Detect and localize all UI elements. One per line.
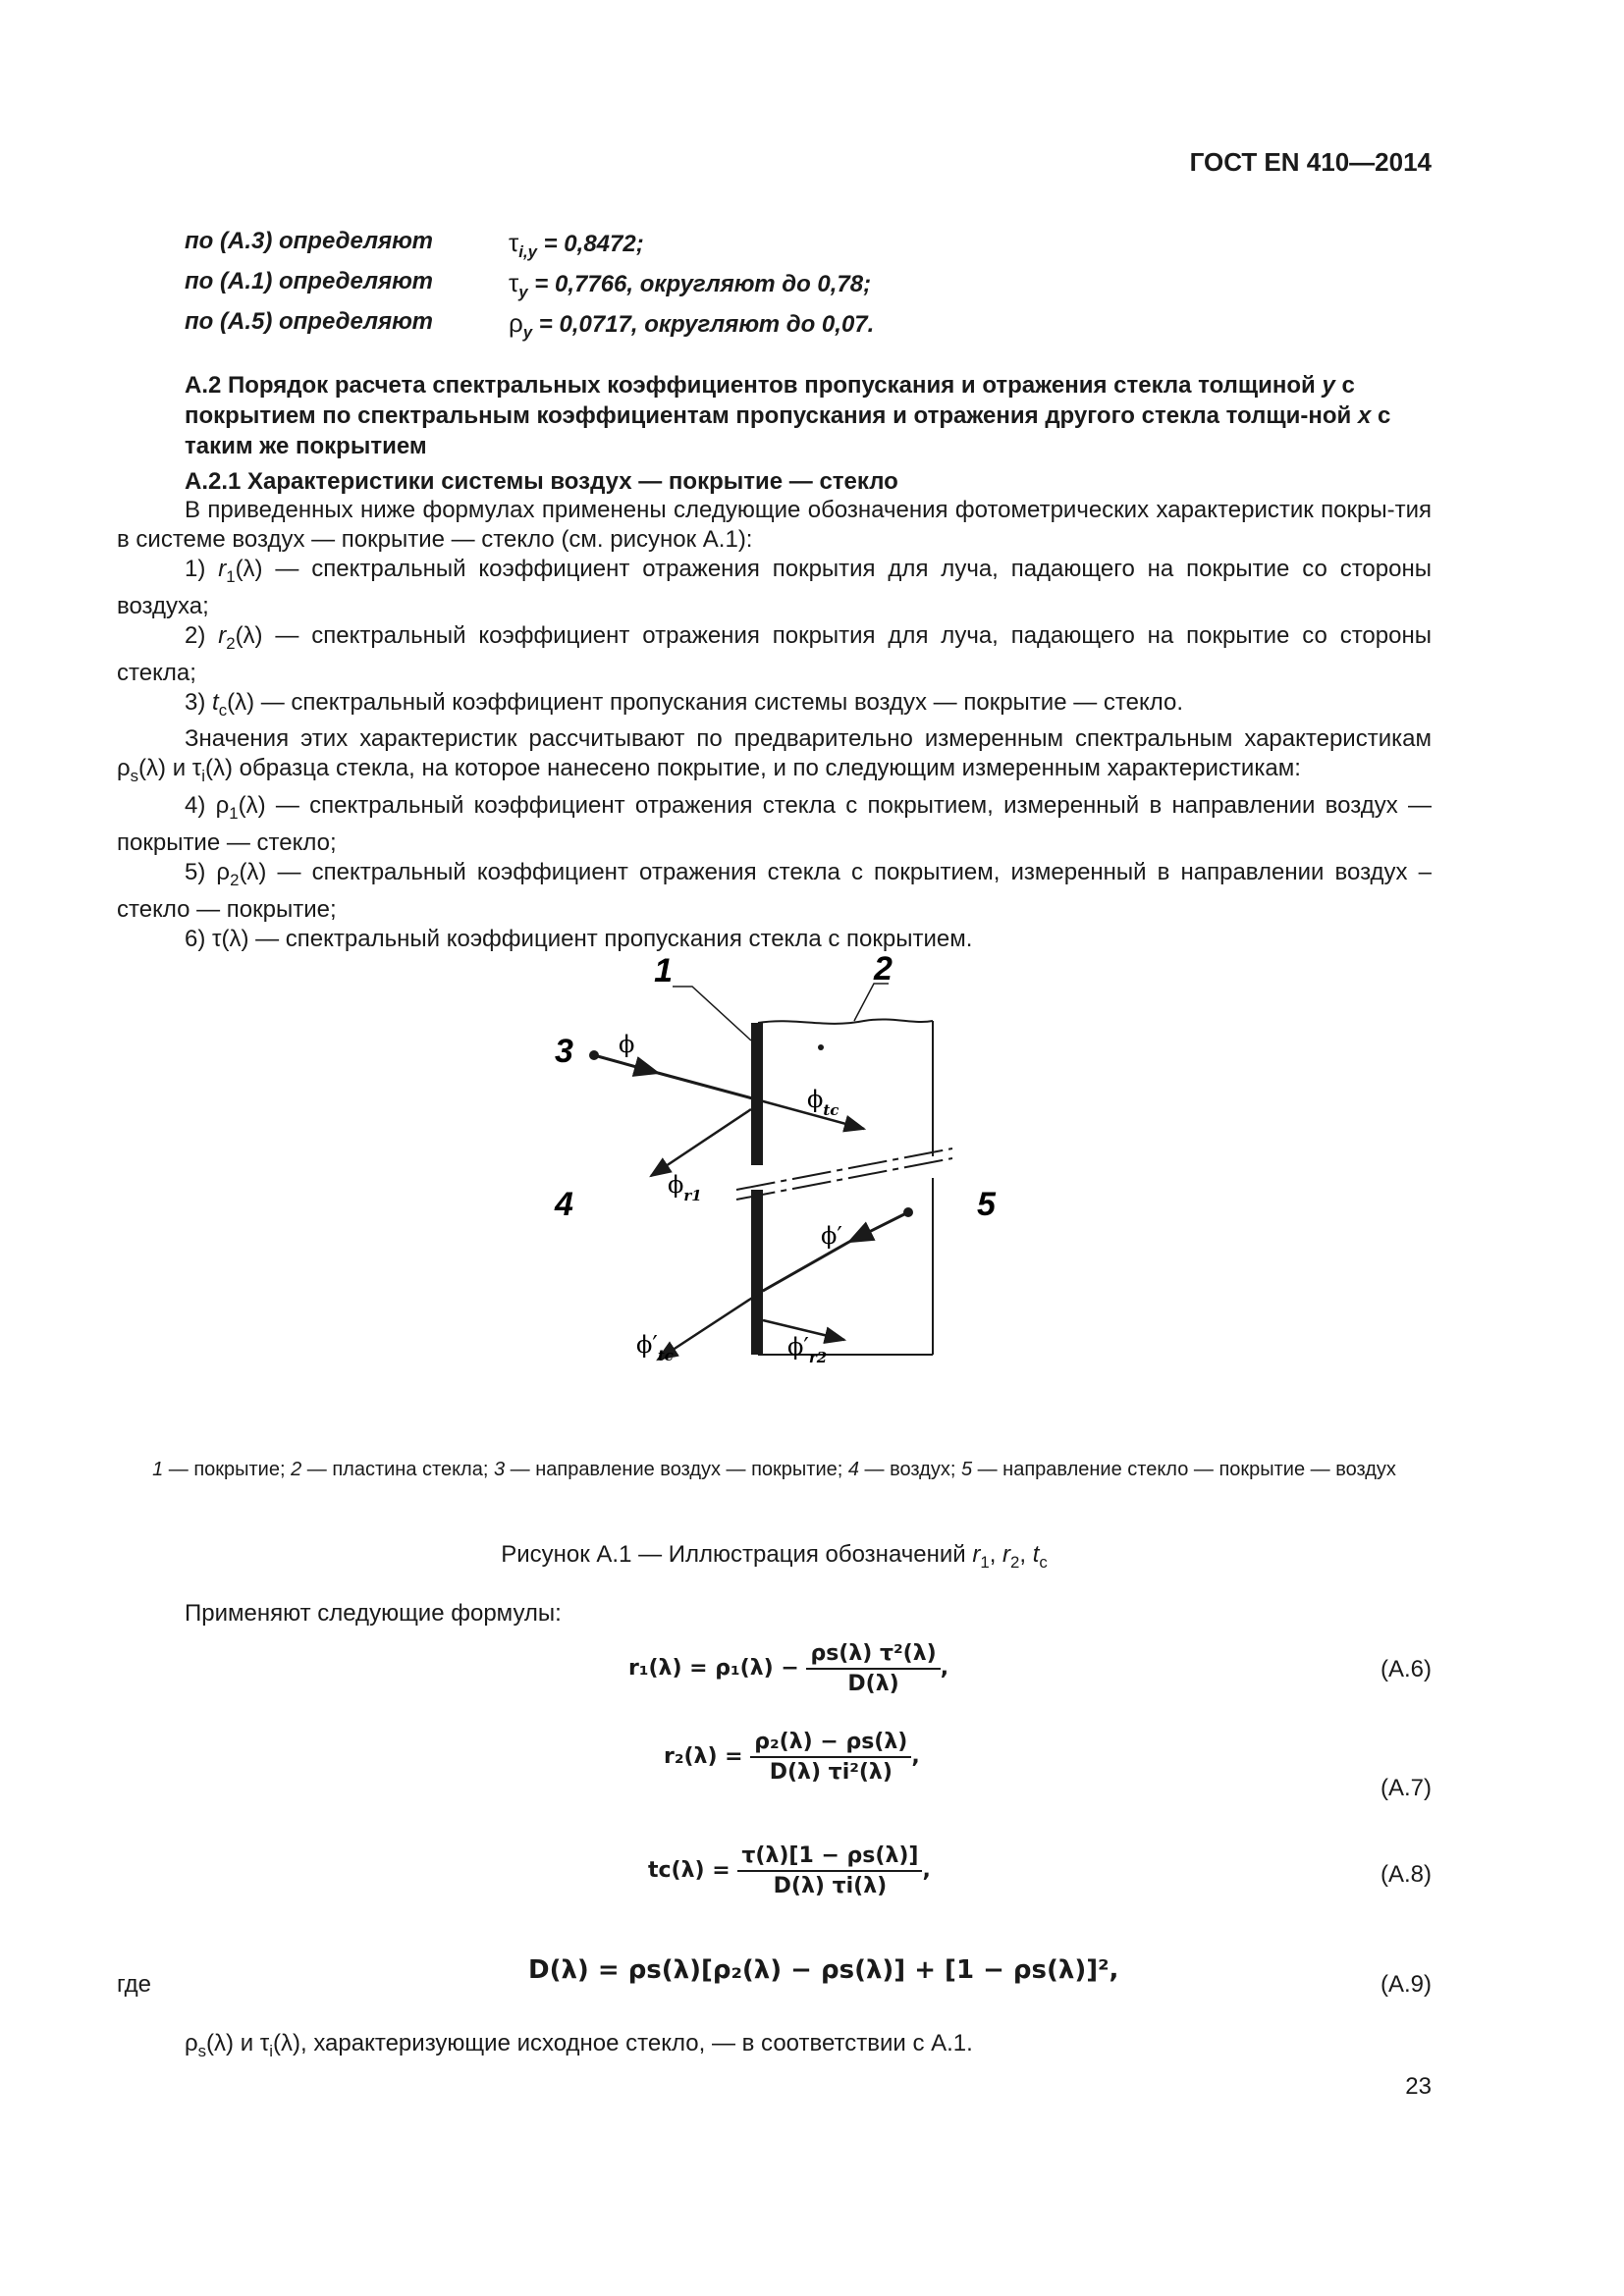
result-value: $\tau_y = 0,7766$, округляют до 0,78; [509,268,872,301]
list-item-5: 5) $\rho_2(\lambda)$ — спектральный коэффициент отражения стекла с покрытием, измеренный в направлении воздух – стекло — покрытие; [117,858,1432,923]
label-phi: ϕ [619,1031,635,1058]
equation-number-a6: (А.6) [1380,1656,1432,1682]
result-value: $\tau_{i,y} = 0,8472$; [509,228,644,261]
equation-number-a9: (А.9) [1380,1971,1432,1998]
list-item-3: 3) $t_c(\lambda)$ — спектральный коэффициент пропускания системы воздух — покрытие — стекло. [185,688,1183,720]
point-2 [818,1044,824,1050]
ray-phi-tc-prime [658,1291,763,1360]
list-item-1: 1) $r_1(\lambda)$ — спектральный коэффициент отражения покрытия для луча, падающего на покрытие со стороны воздуха; [117,556,1432,619]
figure-title: Рисунок А.1 — Иллюстрация обозначений $r_1$, $r_2$, $t_c$ [501,1541,1048,1572]
where-label: где [117,1971,152,1998]
label-phi-r1: $\phi_{r1}$ [668,1171,702,1204]
coating-upper [751,1023,763,1165]
list-item-2: 2) $r_2(\lambda)$ — спектральный коэффициент отражения покрытия для луча, падающего на покрытие со стороны стекла; [117,621,1432,686]
coating-lower [751,1190,763,1355]
result-label: по (А.5) определяют [185,308,433,335]
ray-phi-r1 [651,1109,751,1176]
formula-a7: r₂(λ) = $\frac{\text{ρ₂(λ) − ρs(λ)}}{\text{D(λ) τi²(λ)}}$ , [664,1730,920,1785]
figure-a1-diagram [530,942,1021,1404]
leader-1 [673,987,751,1041]
break-line-2 [736,1158,952,1200]
formula-a8: tc(λ) = $\frac{\tau(\lambda)[1 - \rho s(\lambda)]}{D(\lambda) \tau i(\lambda)}$ , [648,1843,931,1898]
formulas-intro: Применяют следующие формулы: [185,1600,562,1627]
section-a21-heading: А.2.1 Характеристики системы воздух — покрытие — стекло [185,468,898,495]
result-value: $\rho_y = 0,0717$, округляют до 0,07. [509,308,875,342]
result-label: по (А.3) определяют [185,228,433,254]
label-phi-tc: $\phi_{tc}$ [807,1086,839,1119]
fig-label-5: 5 [977,1186,996,1223]
break-line-1 [736,1148,952,1190]
figure-legend: 1 — покрытие; 2 — пластина стекла; 3 — направление воздух — покрытие; 4 — воздух; 5 — направление стекло — покрытие — воздух [152,1459,1396,1480]
values-paragraph: Значения этих характеристик рассчитывают по предварительно измеренным спектральным характеристикам $\rho_s(\lambda)$ и $\tau_i(\lambda)$ образца стекла, на которое нанесено покрытие, и по следующим измеренным характеристикам: [117,725,1432,786]
page-number: 23 [1405,2073,1432,2100]
result-label: по (А.1) определяют [185,268,433,294]
fig-label-1: 1 [654,952,673,989]
fig-label-3: 3 [555,1033,573,1070]
equation-number-a8: (А.8) [1380,1861,1432,1888]
section-a2-heading: А.2 Порядок расчета спектральных коэффициентов пропускания и отражения стекла толщиной y с покрытием по спектральным коэффициентам пропускания и отражения другого стекла толщи-ной x с таким же покрытием [185,372,1391,459]
ray-phi-prime-arrow [849,1212,908,1242]
list-item-6: 6) τ(λ) — спектральный коэффициент пропускания стекла с покрытием. [185,925,973,952]
plate-top-edge [758,1019,933,1023]
document-header: ГОСТ EN 410—2014 [1189,147,1432,177]
label-phi-r2-prime: $\phi'_{r2}$ [787,1333,828,1366]
fig-label-4: 4 [555,1186,573,1223]
list-item-4: 4) $\rho_1(\lambda)$ — спектральный коэффициент отражения стекла с покрытием, измеренный в направлении воздух — покрытие — стекло; [117,792,1432,856]
label-phi-prime: ϕ′ [821,1222,842,1250]
ray-phi [658,1073,756,1099]
intro-paragraph: В приведенных ниже формулах применены следующие обозначения фотометрических характеристик покры-тия в системе воздух — покрытие — стекло (см. рисунок А.1): [117,497,1432,553]
equation-number-a7: (А.7) [1380,1775,1432,1801]
leader-2 [854,984,889,1021]
body-text [117,496,1432,954]
formula-a6: r₁(λ) = ρ₁(λ) − $\frac{\text{ρs(λ) τ²(λ)}}{D(\lambda)}$ , [628,1641,949,1696]
label-phi-tc-prime: $\phi'_{tc}$ [636,1331,674,1364]
fig-label-2: 2 [874,950,893,988]
formula-a9: D(λ) = ρs(λ)[ρ₂(λ) − ρs(λ)] + [1 − ρs(λ)]², [528,1955,1119,1985]
final-note: $\rho_s(\lambda)$ и $\tau_i(\lambda)$, характеризующие исходное стекло, — в соответствии с А.1. [185,2030,973,2060]
